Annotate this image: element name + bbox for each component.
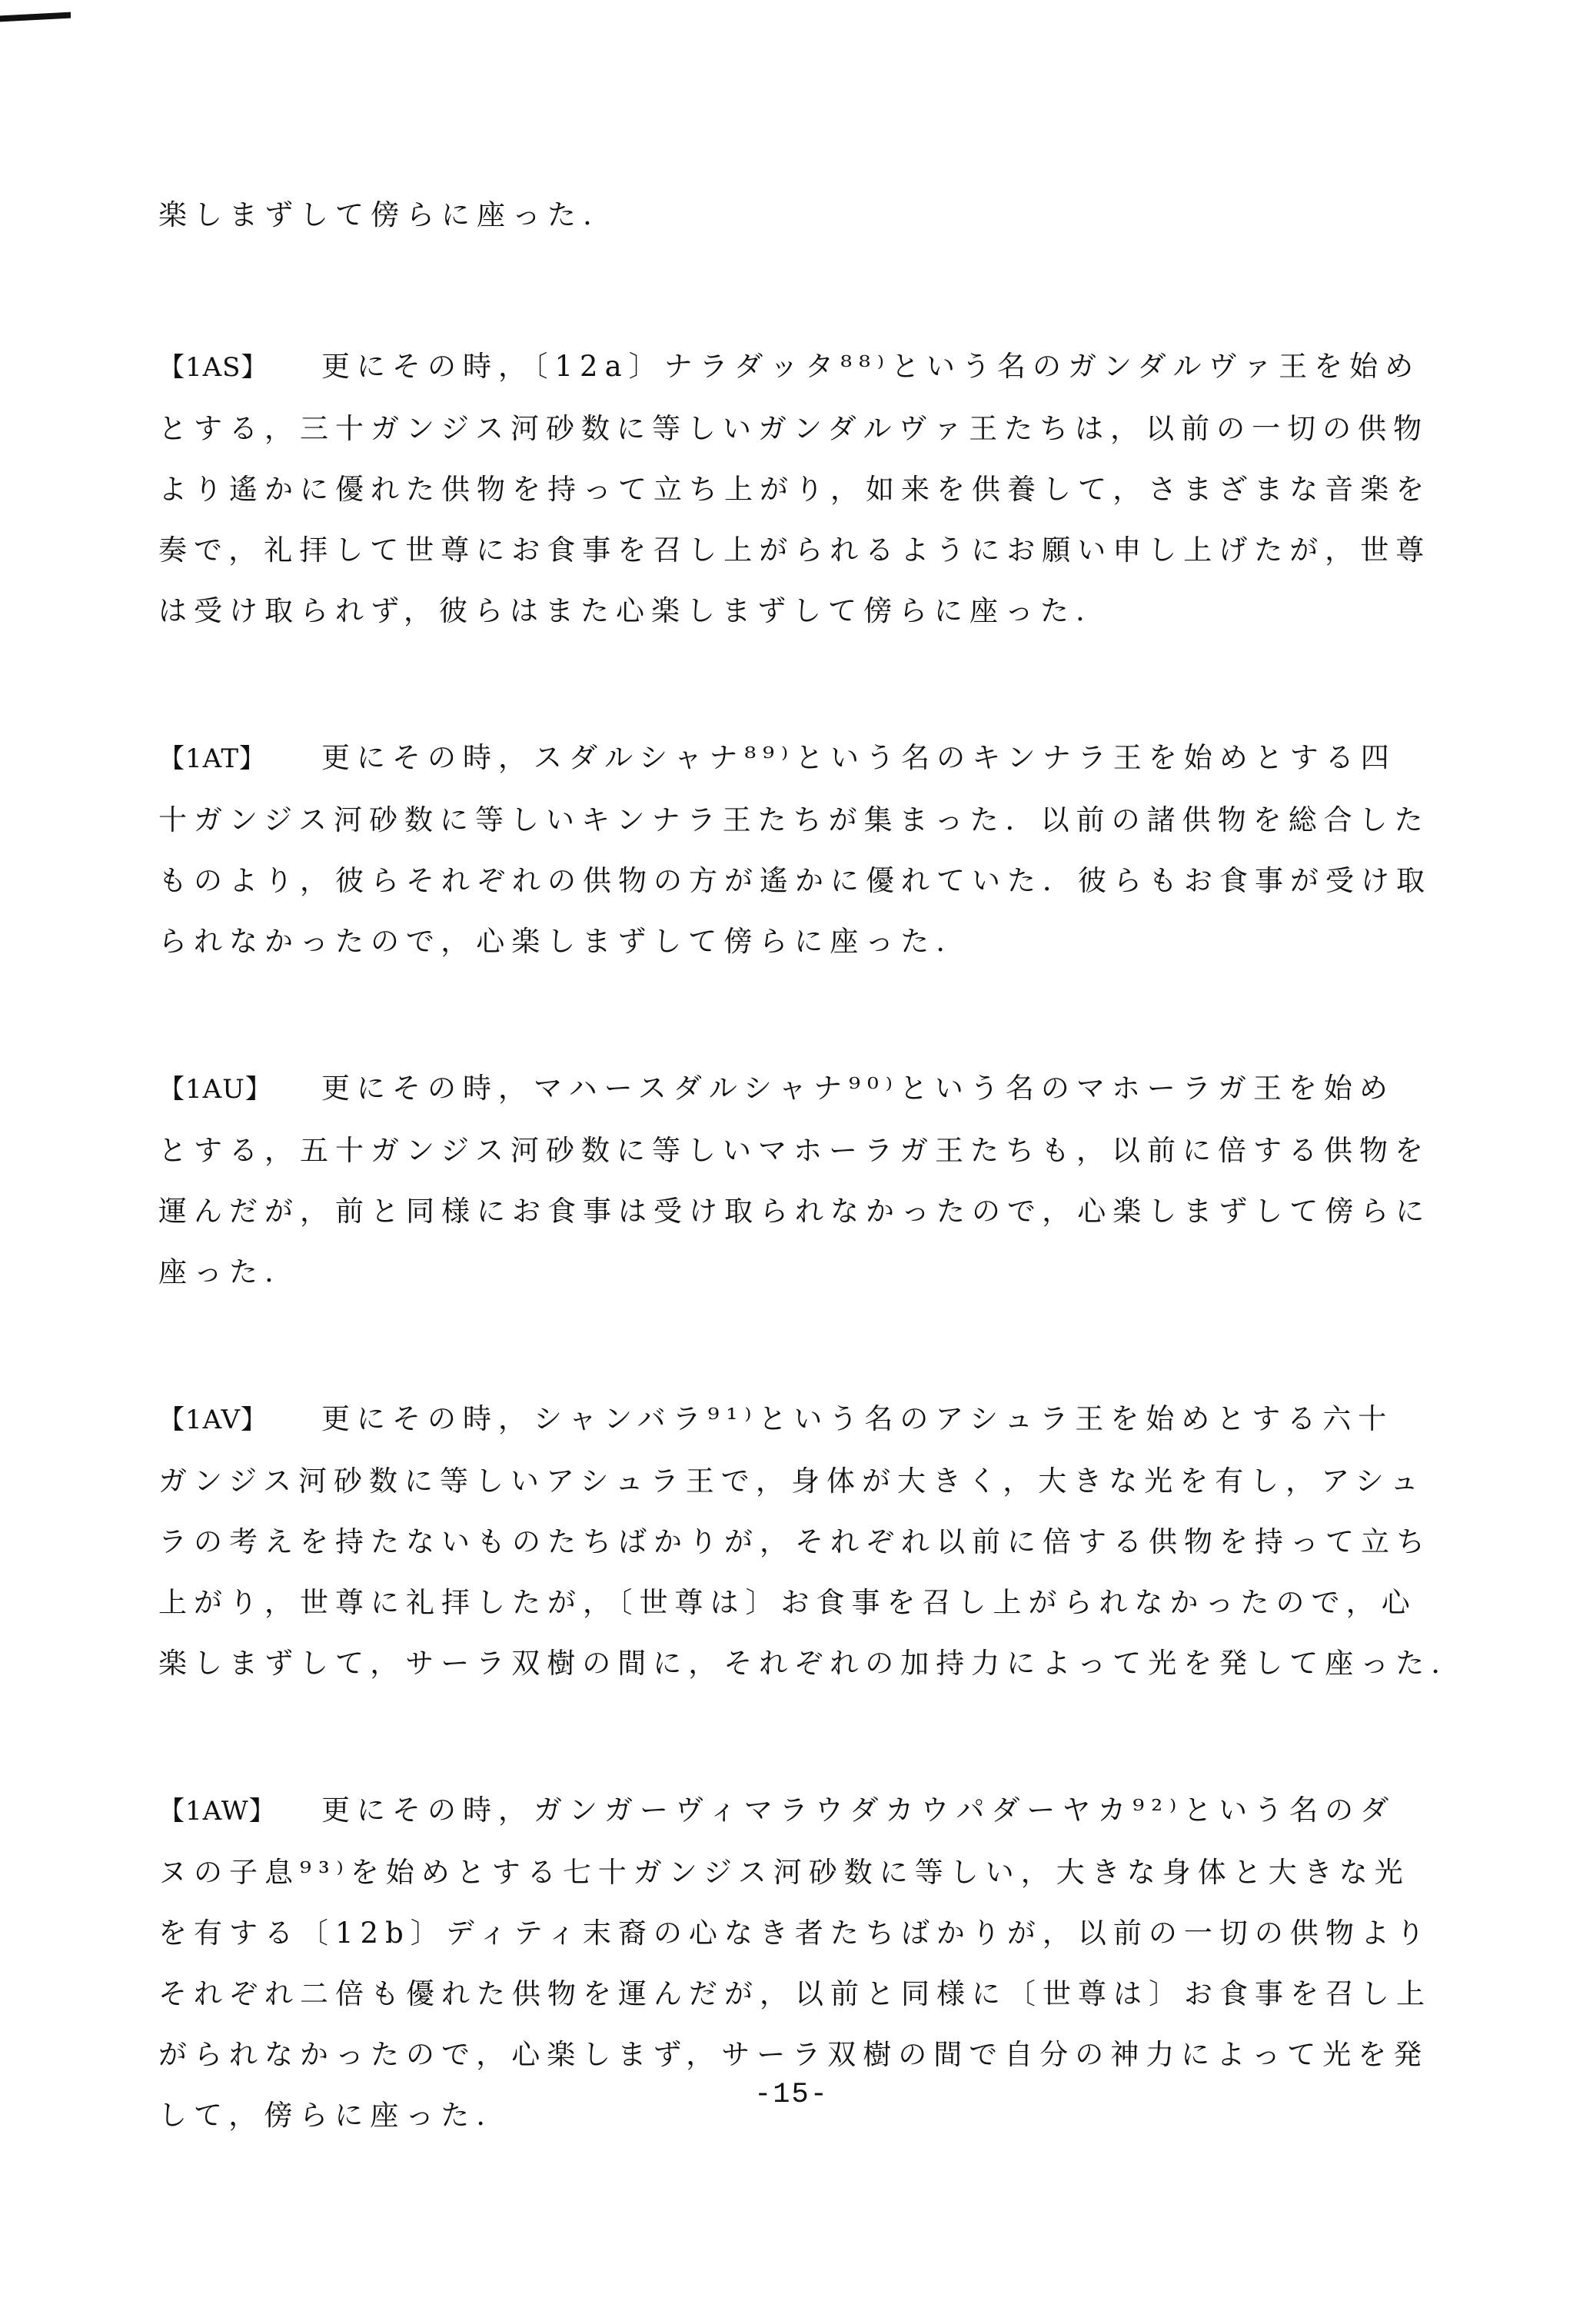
text-line: より遙かに優れた供物を持って立ち上がり，如来を供養して，さまざまな音楽を bbox=[158, 473, 1432, 506]
paragraph-1AS bbox=[158, 336, 1432, 641]
paragraph-id: 【1AV】 bbox=[158, 1405, 268, 1435]
paragraph-id: 【1AU】 bbox=[158, 1074, 272, 1105]
text-line: とする，五十ガンジス河砂数に等しいマホーラガ王たちも，以前に倍する供物を bbox=[158, 1134, 1430, 1167]
text-line: られなかったので，心楽しまずして傍らに座った. bbox=[158, 925, 953, 958]
text-line: それぞれ二倍も優れた供物を運んだが，以前と同様に〔世尊は〕お食事を召し上 bbox=[158, 1977, 1432, 2010]
text-line-content: 更にその時，ガンガーヴィマラウダカウパダーヤカ⁹²⁾という名のダ bbox=[321, 1794, 1396, 1827]
scan-edge-mark bbox=[0, 12, 71, 22]
text-line: 運んだが，前と同様にお食事は受け取られなかったので，心楽しまずして傍らに bbox=[158, 1195, 1432, 1228]
text-line bbox=[158, 1388, 1394, 1451]
text-line: 奏で，礼拝して世尊にお食事を召し上がられるようにお願い申し上げたが，世尊 bbox=[158, 534, 1432, 567]
text-line: がられなかったので，心楽しまず，サーラ双樹の間で自分の神力によって光を発 bbox=[158, 2038, 1429, 2071]
text-line-content: 更にその時，シャンバラ⁹¹⁾という名のアシュラ王を始めとする六十 bbox=[321, 1402, 1394, 1435]
text-line bbox=[158, 1058, 1395, 1120]
text-line: 十ガンジス河砂数に等しいキンナラ王たちが集まった．以前の諸供物を総合した bbox=[158, 803, 1430, 836]
paragraph-id: 【1AW】 bbox=[158, 1796, 276, 1827]
text-line: ヌの子息⁹³⁾を始めとする七十ガンジス河砂数に等しい，大きな身体と大きな光 bbox=[158, 1856, 1410, 1889]
text-line: は受け取られず，彼らはまた心楽しまずして傍らに座った. bbox=[158, 594, 1092, 627]
document-body bbox=[158, 185, 1448, 2232]
paragraph-id: 【1AT】 bbox=[158, 743, 267, 774]
paragraph-1AV bbox=[158, 1388, 1448, 1694]
text-line bbox=[158, 336, 1421, 398]
paragraph-1AU bbox=[158, 1058, 1432, 1302]
paragraph-1AT bbox=[158, 727, 1432, 972]
text-line bbox=[158, 727, 1396, 790]
text-line: 座った. bbox=[158, 1255, 281, 1288]
text-line-content: 更にその時，マハースダルシャナ⁹⁰⁾という名のマホーラガ王を始め bbox=[321, 1072, 1395, 1105]
paragraph-continuation bbox=[158, 185, 1358, 245]
text-line: 楽しまずして，サーラ双樹の間に，それぞれの加持力によって光を発して座った. bbox=[158, 1647, 1448, 1680]
text-line: ラの考えを持たないものたちばかりが，それぞれ以前に倍する供物を持って立ち bbox=[158, 1525, 1432, 1558]
text-line bbox=[158, 1780, 1396, 1842]
text-line-content: 更にその時，スダルシャナ⁸⁹⁾という名のキンナラ王を始めとする四 bbox=[321, 741, 1396, 774]
text-line: 上がり，世尊に礼拝したが，〔世尊は〕お食事を召し上がられなかったので，心 bbox=[158, 1586, 1417, 1619]
text-line: ガンジス河砂数に等しいアシュラ王で，身体が大きく，大きな光を有し，アシュ bbox=[158, 1465, 1426, 1498]
text-line: 楽しまずして傍らに座った. bbox=[158, 198, 599, 231]
paragraph-id: 【1AS】 bbox=[158, 352, 268, 383]
text-line-content: 更にその時，〔12a〕ナラダッタ⁸⁸⁾という名のガンダルヴァ王を始め bbox=[321, 350, 1421, 383]
text-line: とする，三十ガンジス河砂数に等しいガンダルヴァ王たちは，以前の一切の供物 bbox=[158, 412, 1429, 445]
page-number: -15- bbox=[754, 2079, 829, 2111]
text-line: を有する〔12b〕ディティ末裔の心なき者たちばかりが，以前の一切の供物より bbox=[158, 1917, 1432, 1950]
text-line: ものより，彼らそれぞれの供物の方が遙かに優れていた．彼らもお食事が受け取 bbox=[158, 864, 1432, 897]
text-line: して，傍らに座った. bbox=[158, 2099, 493, 2132]
